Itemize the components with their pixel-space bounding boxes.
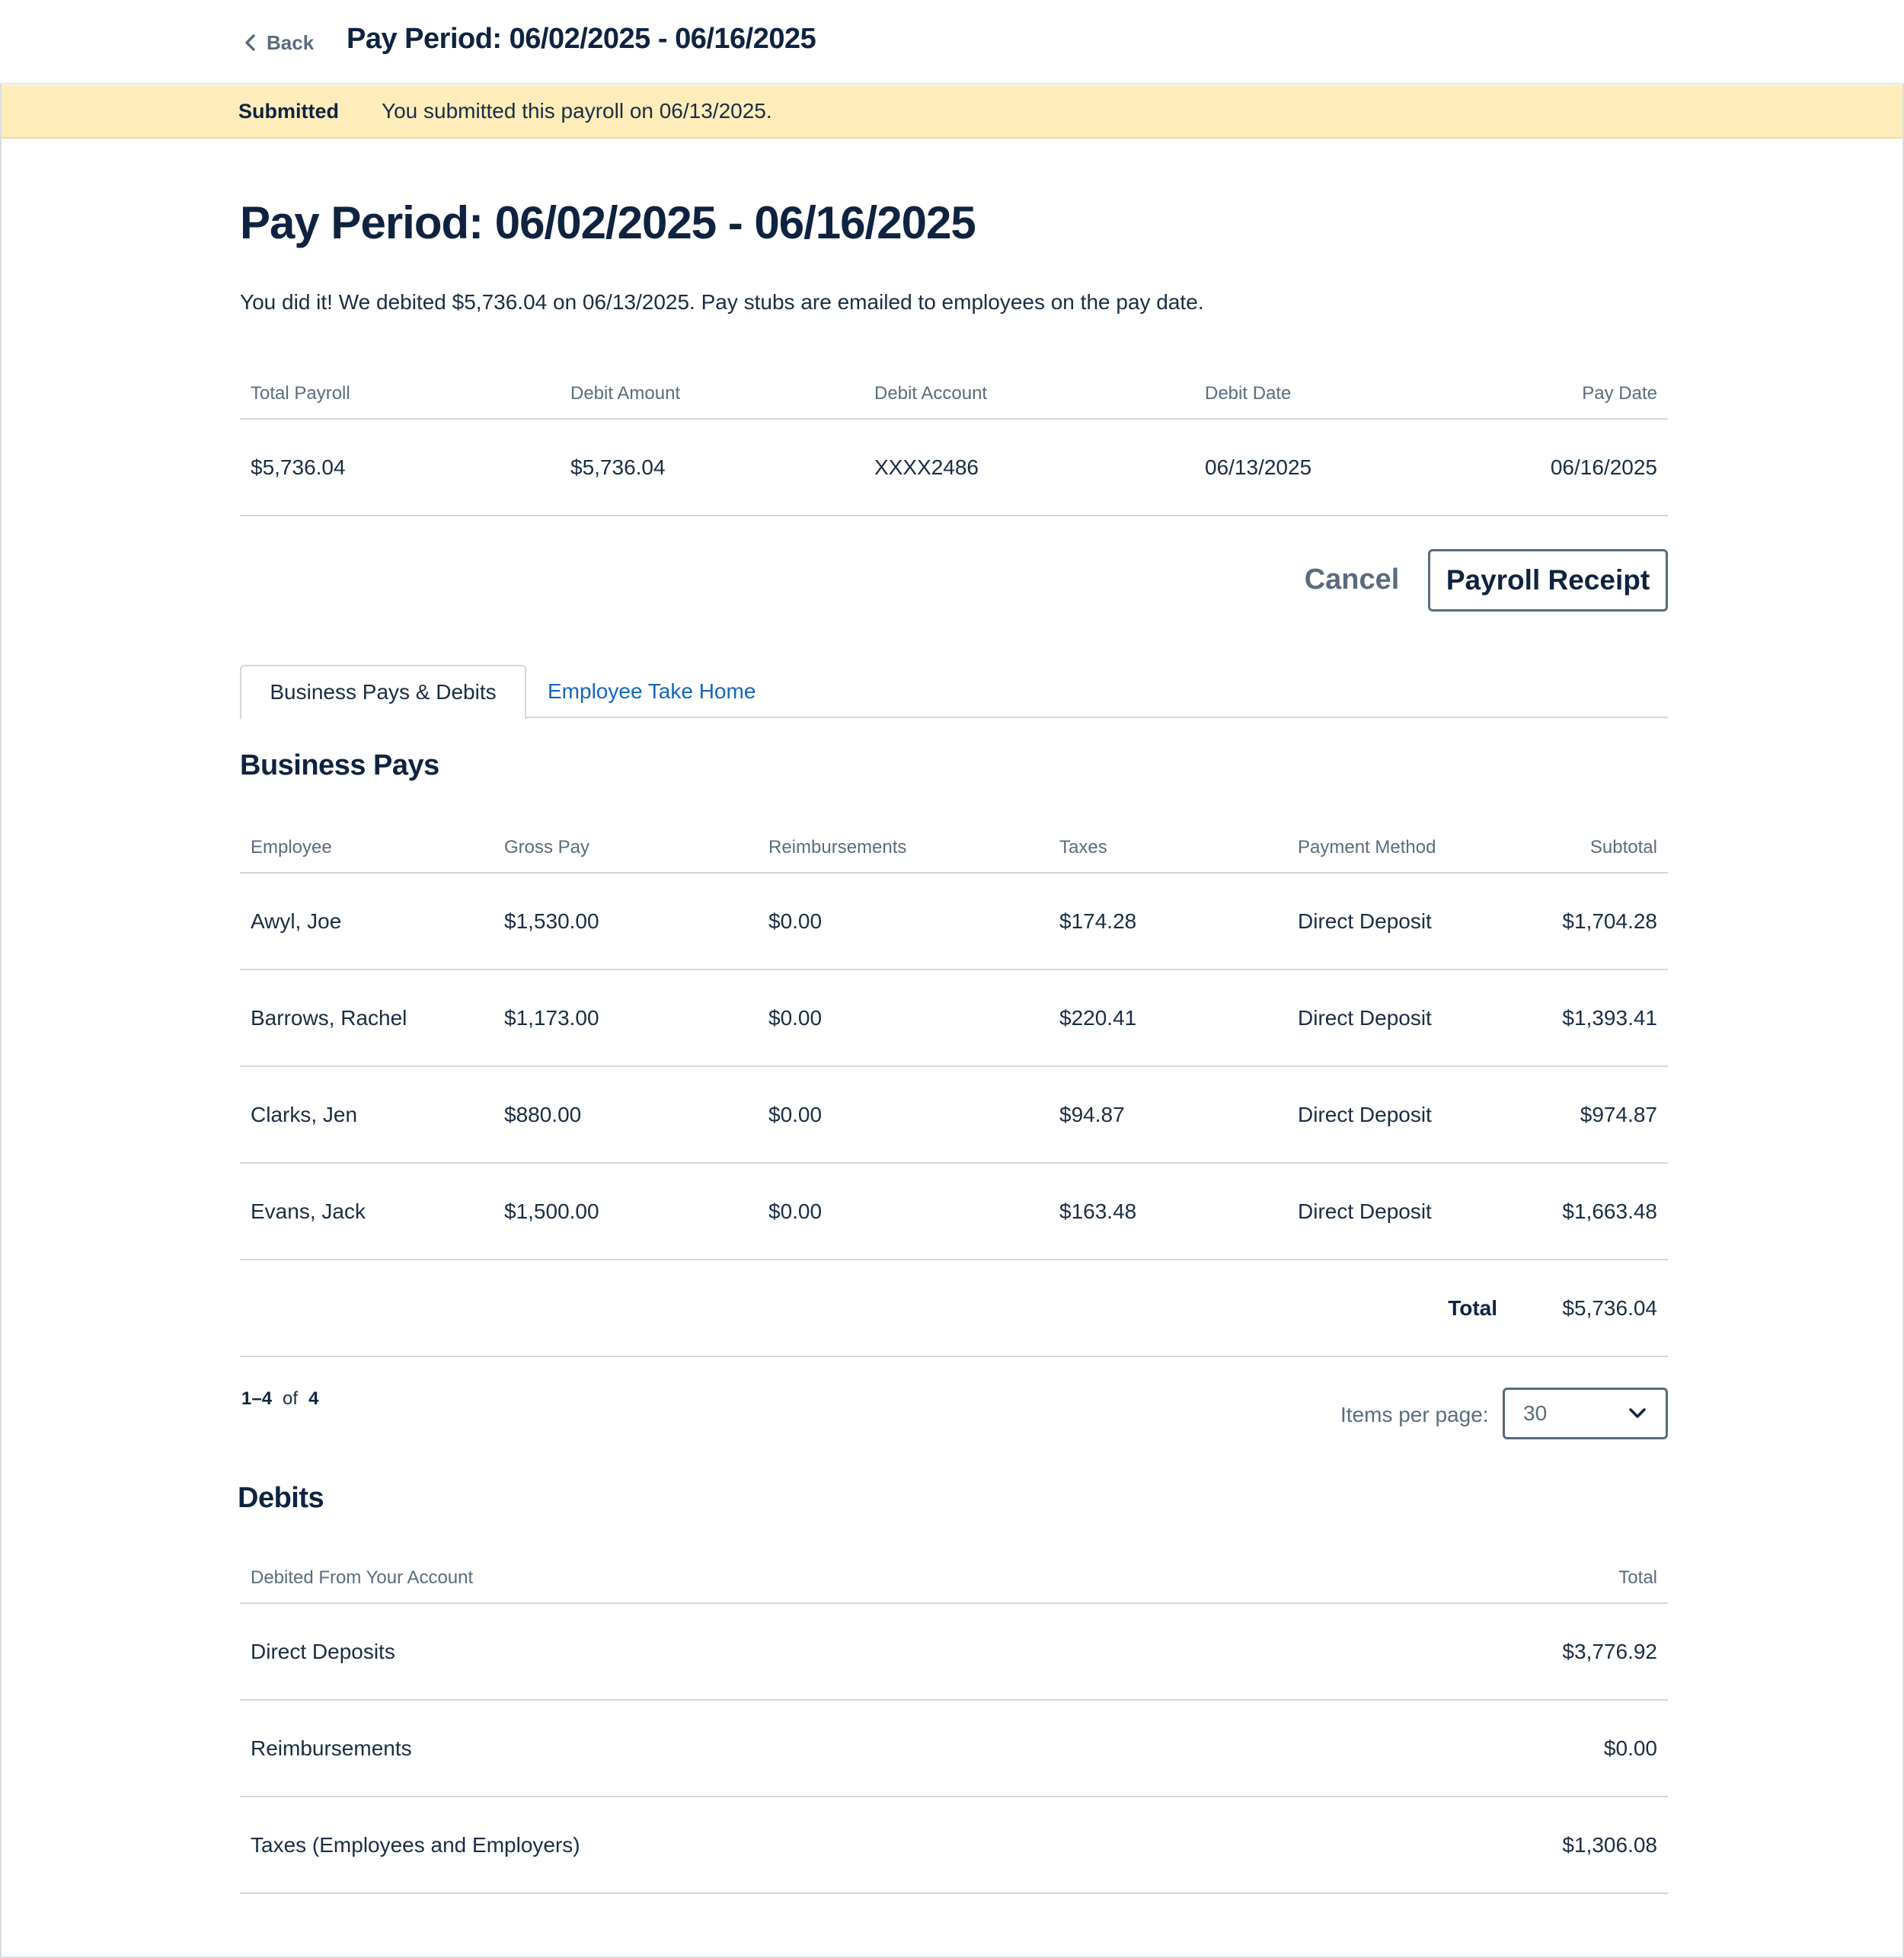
- payment-method: Direct Deposit: [1287, 1066, 1508, 1163]
- subtotal: $974.87: [1508, 1066, 1668, 1163]
- debit-date-value: 06/13/2025: [1194, 419, 1446, 516]
- column-header: Subtotal: [1508, 822, 1668, 873]
- table-row: [240, 1797, 1668, 1893]
- business-pays-table: [240, 822, 1668, 1357]
- debit-amount-value: $5,736.04: [560, 419, 864, 516]
- header-title: Pay Period: 06/02/2025 - 06/16/2025: [347, 23, 816, 55]
- table-header-row: [240, 822, 1668, 873]
- employee-name: Clarks, Jen: [240, 1066, 494, 1163]
- employee-name: Barrows, Rachel: [240, 969, 494, 1066]
- column-header: Debit Date: [1194, 369, 1446, 419]
- column-header: Gross Pay: [494, 822, 758, 873]
- gross-pay: $1,530.00: [494, 873, 758, 969]
- payment-method: Direct Deposit: [1287, 1163, 1508, 1260]
- taxes: $94.87: [1049, 1066, 1287, 1163]
- subtotal: $1,393.41: [1508, 969, 1668, 1066]
- column-header: Debited From Your Account: [240, 1553, 1312, 1603]
- pagination-summary: [241, 1388, 318, 1410]
- debit-total: $1,306.08: [1312, 1797, 1668, 1893]
- column-header: Debit Account: [864, 369, 1194, 419]
- business-pays-title: Business Pays: [240, 749, 439, 781]
- payment-method: Direct Deposit: [1287, 873, 1508, 969]
- gross-pay: $1,500.00: [494, 1163, 758, 1260]
- table-row: [240, 1066, 1668, 1163]
- reimbursements: $0.00: [758, 1163, 1049, 1260]
- table-row: [240, 419, 1668, 516]
- table-row: [240, 873, 1668, 969]
- chevron-down-icon: [1628, 1407, 1647, 1420]
- debit-account-value: XXXX2486: [864, 419, 1194, 516]
- pagination-count: 4: [308, 1388, 319, 1409]
- gross-pay: $1,173.00: [494, 969, 758, 1066]
- top-bar: [0, 0, 1904, 85]
- table-header-row: [240, 369, 1668, 419]
- items-per-page-select[interactable]: [1503, 1388, 1668, 1439]
- column-header: Total Payroll: [240, 369, 560, 419]
- column-header: Pay Date: [1446, 369, 1668, 419]
- subtotal: $1,704.28: [1508, 873, 1668, 969]
- column-header: Reimbursements: [758, 822, 1049, 873]
- pagination-range: 1–4: [241, 1388, 273, 1409]
- total-row: [240, 1260, 1668, 1356]
- total-label: Total: [240, 1260, 1508, 1356]
- status-badge: Submitted: [238, 99, 339, 123]
- column-header: Payment Method: [1287, 822, 1508, 873]
- table-row: [240, 969, 1668, 1066]
- pagination-of: of: [283, 1388, 299, 1409]
- employee-name: Awyl, Joe: [240, 873, 494, 969]
- gross-pay: $880.00: [494, 1066, 758, 1163]
- debit-type: Reimbursements: [240, 1700, 1312, 1797]
- reimbursements: $0.00: [758, 1066, 1049, 1163]
- status-message: You submitted this payroll on 06/13/2025.: [382, 99, 772, 123]
- table-row: [240, 1163, 1668, 1260]
- tab-bar: [240, 665, 1668, 718]
- table-row: [240, 1700, 1668, 1797]
- debit-total: $0.00: [1312, 1700, 1668, 1797]
- debit-type: Taxes (Employees and Employers): [240, 1797, 1312, 1893]
- items-per-page-value: 30: [1523, 1401, 1548, 1425]
- payroll-summary-table: [240, 369, 1668, 516]
- column-header: Debit Amount: [560, 369, 864, 419]
- tab-business-pays-debits[interactable]: Business Pays & Debits: [240, 665, 526, 720]
- employee-name: Evans, Jack: [240, 1163, 494, 1260]
- table-header-row: [240, 1553, 1668, 1603]
- reimbursements: $0.00: [758, 969, 1049, 1066]
- column-header: Taxes: [1049, 822, 1287, 873]
- cancel-button[interactable]: Cancel: [1295, 548, 1409, 611]
- back-label: Back: [267, 30, 315, 54]
- taxes: $163.48: [1049, 1163, 1287, 1260]
- debits-table: [240, 1553, 1668, 1894]
- tab-employee-take-home[interactable]: Employee Take Home: [548, 679, 756, 703]
- total-value: $5,736.04: [1508, 1260, 1668, 1356]
- debit-total: $3,776.92: [1312, 1603, 1668, 1700]
- pay-date-value: 06/16/2025: [1446, 419, 1668, 516]
- confirmation-message: You did it! We debited $5,736.04 on 06/13/2025. Pay stubs are emailed to employees on the pay date.: [240, 290, 1204, 314]
- chevron-left-icon: [242, 33, 259, 53]
- debit-type: Direct Deposits: [240, 1603, 1312, 1700]
- taxes: $220.41: [1049, 969, 1287, 1066]
- total-payroll-value: $5,736.04: [240, 419, 560, 516]
- subtotal: $1,663.48: [1508, 1163, 1668, 1260]
- column-header: Total: [1312, 1553, 1668, 1603]
- page-title: Pay Period: 06/02/2025 - 06/16/2025: [240, 197, 976, 248]
- payroll-receipt-button[interactable]: Payroll Receipt: [1428, 549, 1668, 612]
- column-header: Employee: [240, 822, 494, 873]
- taxes: $174.28: [1049, 873, 1287, 969]
- payment-method: Direct Deposit: [1287, 969, 1508, 1066]
- items-per-page-label: Items per page:: [1340, 1403, 1489, 1426]
- debits-title: Debits: [238, 1482, 324, 1514]
- back-button[interactable]: [242, 27, 314, 58]
- table-row: [240, 1603, 1668, 1700]
- reimbursements: $0.00: [758, 873, 1049, 969]
- status-banner: [2, 85, 1902, 139]
